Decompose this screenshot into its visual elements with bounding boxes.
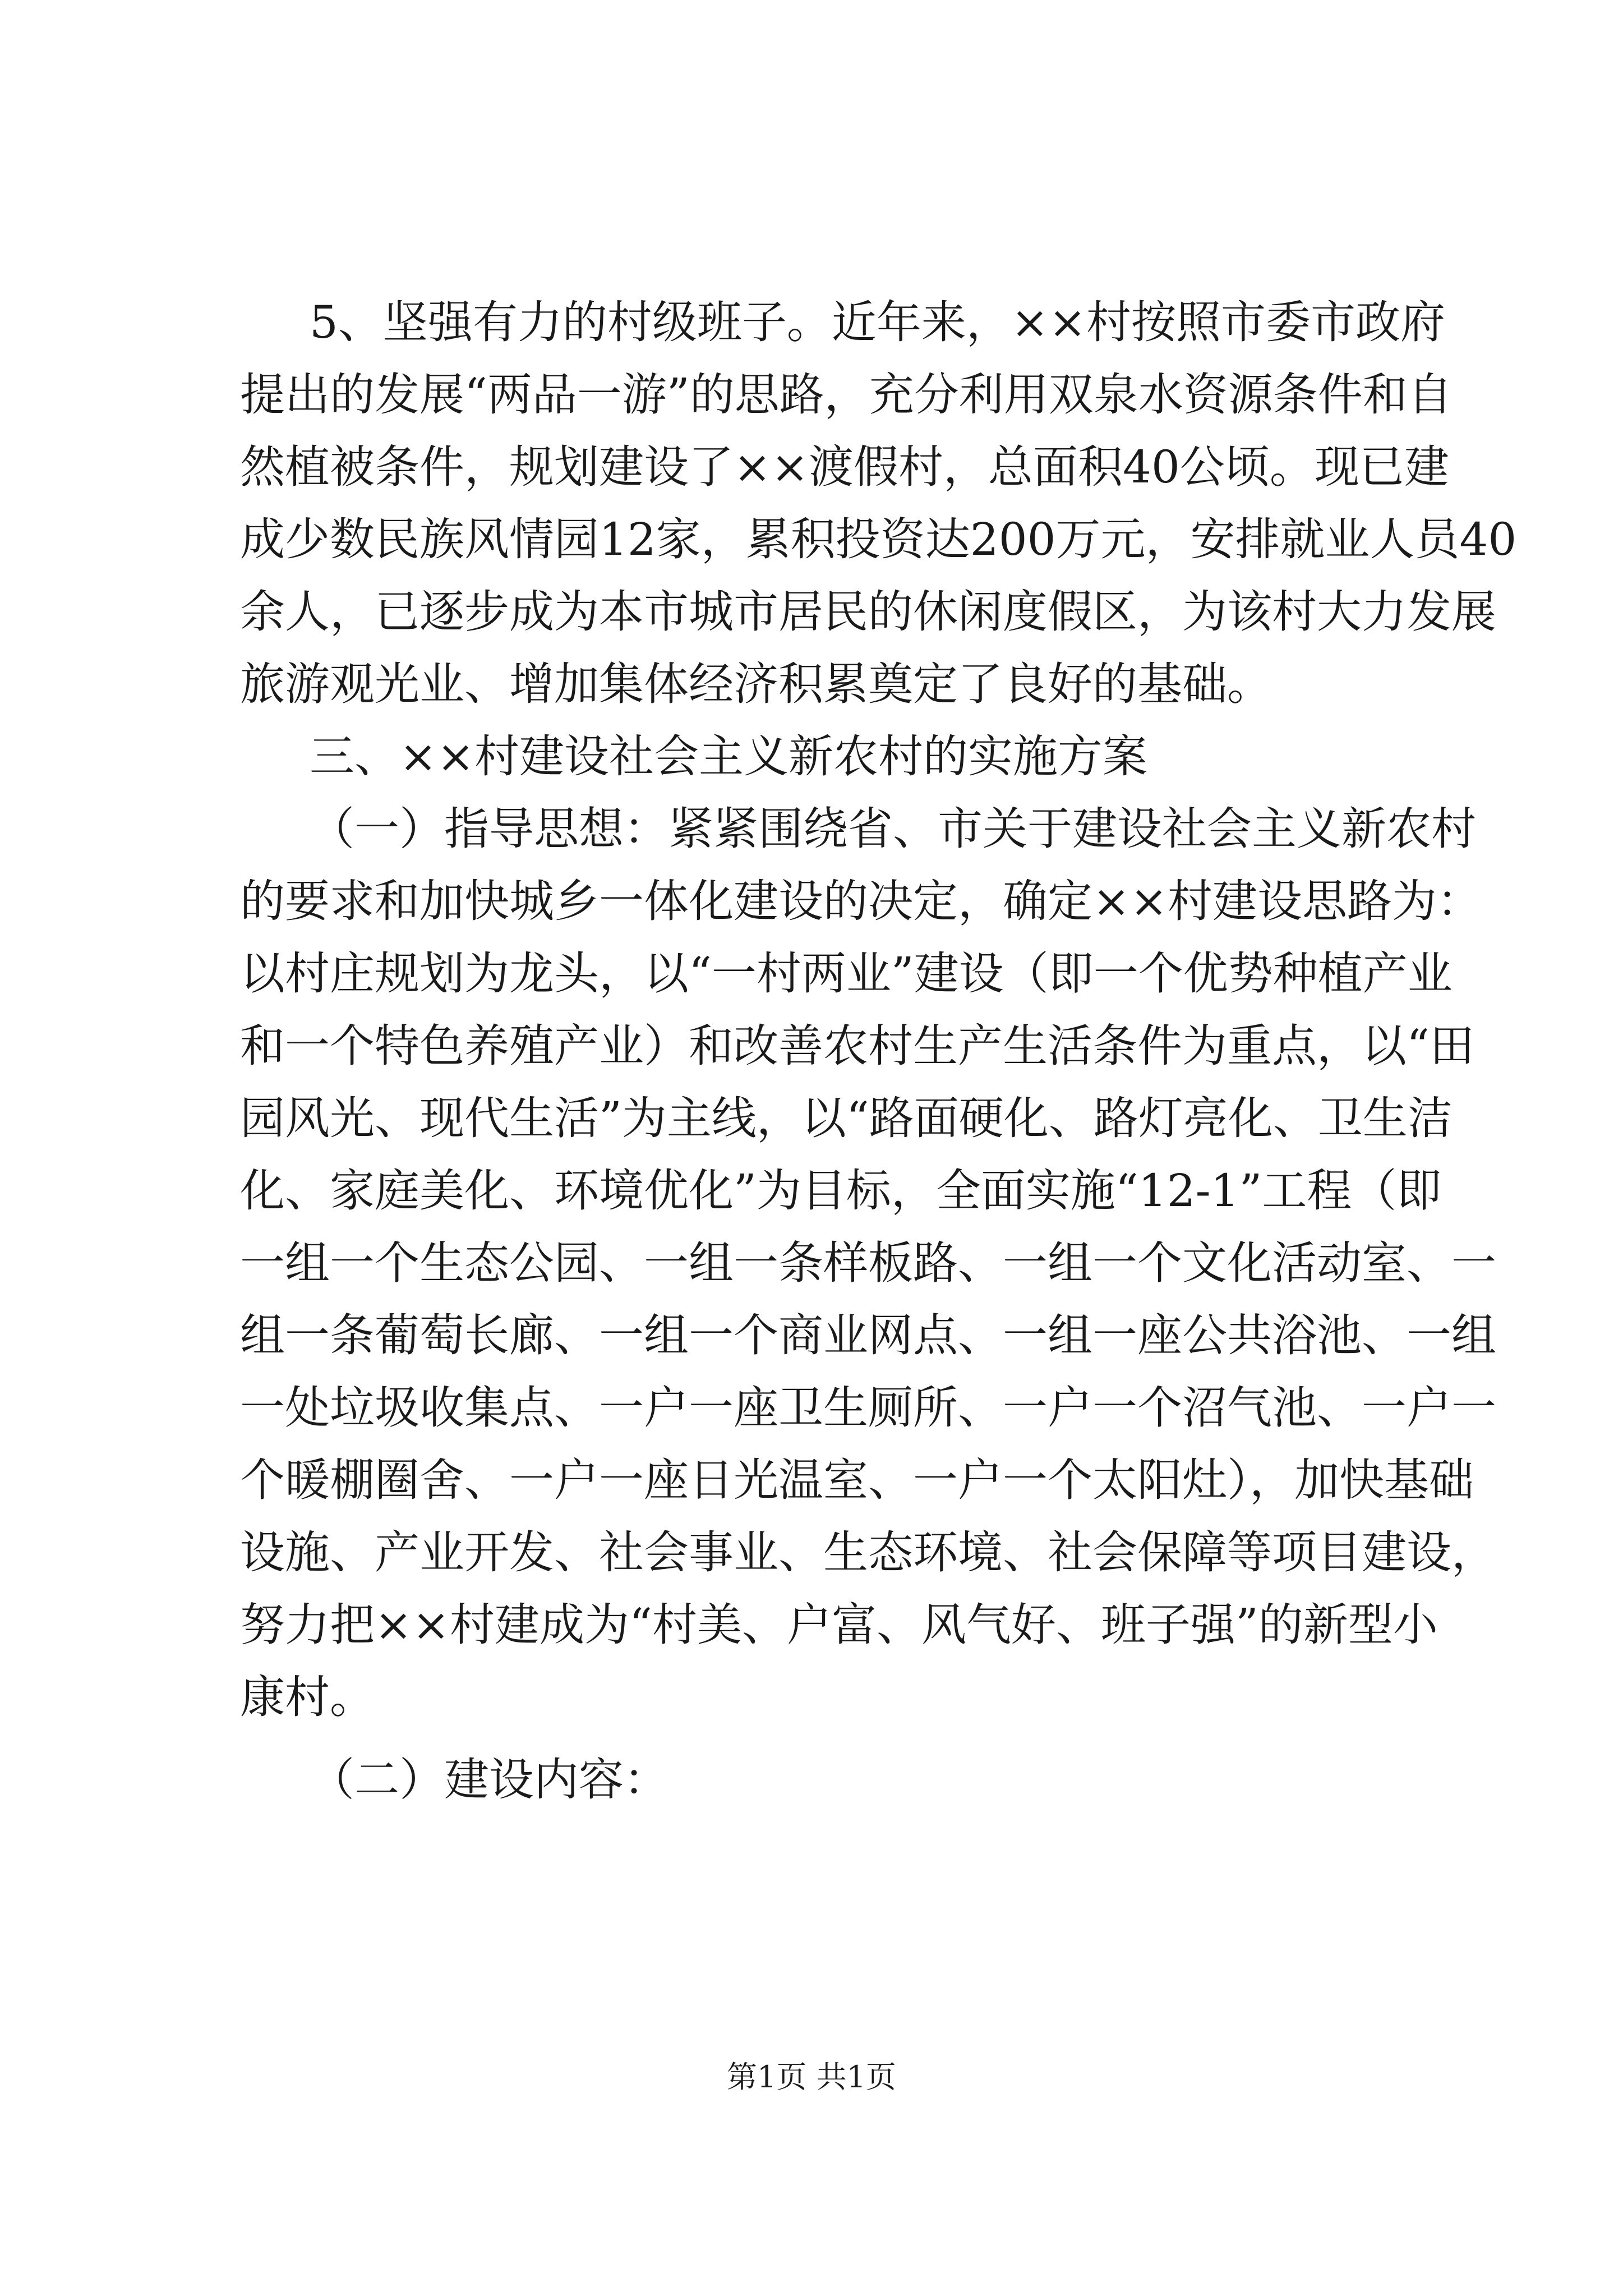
paragraph-line: 以村庄规划为龙头，以“一村两业”建设（即一个优势种植产业 (240, 947, 1453, 1000)
paragraph-line: 旅游观光业、增加集体经济积累奠定了良好的基础。 (240, 658, 1272, 710)
paragraph-line: 个暖棚圈舍、一户一座日光温室、一户一个太阳灶），加快基础 (240, 1454, 1474, 1506)
paragraph-line: 康村。 (240, 1671, 375, 1723)
page-footer (0, 2058, 1623, 2097)
paragraph-line: 化、家庭美化、环境优化”为目标，全面实施“12-1”工程（即 (240, 1165, 1442, 1217)
document-body (240, 286, 1517, 1816)
paragraph-line: 组一条葡萄长廊、一组一个商业网点、一组一座公共浴池、一组 (240, 1309, 1496, 1361)
paragraph-line: （一）指导思想：紧紧围绕省、市关于建设社会主义新农村 (310, 803, 1476, 855)
paragraph-line: 和一个特色养殖产业）和改善农村生产生活条件为重点，以“田 (240, 1020, 1474, 1072)
paragraph-line: 的要求和加快城乡一体化建设的决定，确定××村建设思路为： (240, 875, 1482, 927)
paragraph-line: 成少数民族风情园12家，累积投资达200万元，安排就业人员40 (240, 513, 1517, 565)
paragraph-line: 设施、产业开发、社会事业、生态环境、社会保障等项目建设， (240, 1526, 1496, 1579)
paragraph-line: 努力把××村建成为“村美、户富、风气好、班子强”的新型小 (240, 1599, 1438, 1651)
paragraph-line: 一处垃圾收集点、一户一座卫生厕所、一户一个沼气池、一户一 (240, 1382, 1496, 1434)
paragraph-line: 5、坚强有力的村级班子。近年来，××村按照市委市政府 (310, 296, 1445, 348)
paragraph-line: 提出的发展“两品一游”的思路，充分利用双泉水资源条件和自 (240, 369, 1453, 421)
paragraph-line: 余人，已逐步成为本市城市居民的休闲度假区，为该村大力发展 (240, 586, 1496, 638)
section-heading: 三、××村建设社会主义新农村的实施方案 (310, 730, 1148, 783)
paragraph-line: 园风光、现代生活”为主线，以“路面硬化、路灯亮化、卫生洁 (240, 1092, 1453, 1144)
paragraph-line: 然植被条件，规划建设了××渡假村，总面积40公顷。现已建 (240, 441, 1449, 493)
paragraph-line: 一组一个生态公园、一组一条样板路、一组一个文化活动室、一 (240, 1237, 1496, 1289)
page-number-label: 第1页 共1页 (727, 2059, 896, 2095)
subsection-heading: （二）建设内容： (310, 1754, 668, 1806)
